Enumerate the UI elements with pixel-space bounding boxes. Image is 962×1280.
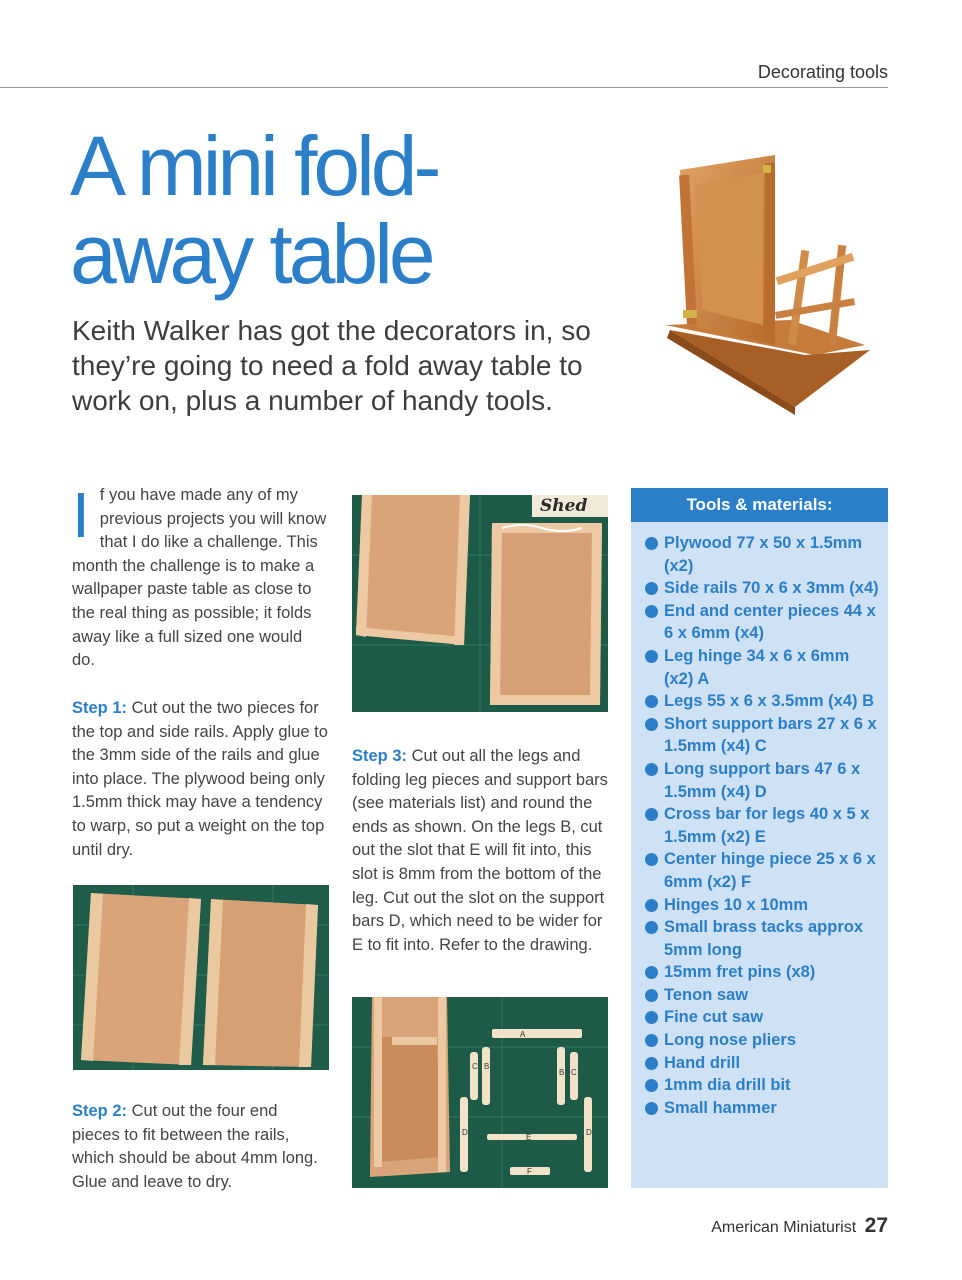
tools-list-item: Legs 55 x 6 x 3.5mm (x4) B [645,690,880,713]
tools-list-item: Small hammer [645,1097,880,1120]
magazine-name: American Miniaturist [711,1219,857,1236]
part-label-f: F [527,1167,532,1176]
intro-paragraph [72,479,328,673]
tools-list-item: Cross bar for legs 40 x 5 x 1.5mm (x2) E [645,803,880,848]
tools-list-item: 15mm fret pins (x8) [645,961,880,984]
part-label-c-right: C [571,1068,577,1077]
step-3-photo [352,997,608,1188]
step-2 [72,1100,328,1194]
step-1-photo [73,885,329,1070]
title-line-1: A mini fold- [70,119,438,213]
part-label-d-right: D [586,1128,592,1137]
header-rule [0,87,888,88]
tools-list-item: Hinges 10 x 10mm [645,894,880,917]
part-label-d-left: D [462,1128,468,1137]
tools-list-item: Fine cut saw [645,1006,880,1029]
tools-list-item: Center hinge piece 25 x 6 x 6mm (x2) F [645,848,880,893]
step-3-label: Step 3: [352,747,408,765]
drop-cap: I [72,479,90,551]
tools-list-item: Long support bars 47 6 x 1.5mm (x4) D [645,758,880,803]
step-1 [72,697,328,862]
step-2-text: Cut out the four end pieces to fit between the rails, which should be about 4mm long. Glue and leave to dry. [72,1102,318,1191]
part-label-b-left: B [484,1062,490,1071]
tools-list-item: 1mm dia drill bit [645,1074,880,1097]
step-3-text: Cut out all the legs and folding leg pieces and support bars (see materials list) and round the ends as shown. On the legs B, cut out the slot that E will fit into, this slot is 8mm from the bottom of the leg. Cut out the slot on the support bars D, which need to be wider for E to fit into. Refer to the drawing. [352,747,608,954]
intro-text: f you have made any of my previous projects you will know that I do like a challenge. This month the challenge is to make a wallpaper paste table as close to the real thing as possible; it folds away like a full sized one would do. [72,486,327,670]
section-label: Decorating tools [757,62,888,82]
step-2-label: Step 2: [72,1102,128,1120]
page-footer [711,1214,888,1238]
step-1-text: Cut out the two pieces for the top and side rails. Apply glue to the 3mm side of the rails and glue into place. The plywood being only 1.5mm thick may have a tendency to warp, so put a weight on the top until dry. [72,699,328,859]
part-label-b-right: B [559,1068,565,1077]
column-1-intro [72,479,328,673]
step-1-label: Step 1: [72,699,128,717]
part-label-c-left: C [472,1062,478,1071]
folded-table-photo [655,145,880,415]
page-number: 27 [864,1214,888,1237]
tools-list-item: Long nose pliers [645,1029,880,1052]
step-3 [352,745,610,957]
shed-sign: Shed [540,496,588,516]
part-label-a: A [520,1030,526,1039]
tools-list-item: Hand drill [645,1052,880,1075]
title-line-2: away table [70,207,432,301]
step-2-photo [352,495,608,712]
tools-list-item: Small brass tacks approx 5mm long [645,916,880,961]
tools-list-item: Tenon saw [645,984,880,1007]
tools-heading: Tools & materials: [631,488,888,522]
part-label-e: E [526,1133,532,1142]
tools-list-item: Short support bars 27 x 6 x 1.5mm (x4) C [645,713,880,758]
tools-list-item: Side rails 70 x 6 x 3mm (x4) [645,577,880,600]
standfirst: Keith Walker has got the decorators in, so they’re going to need a fold away table to work on, plus a number of handy tools. [72,315,591,416]
page-title [70,119,438,301]
tools-list-item: Plywood 77 x 50 x 1.5mm (x2) [645,532,880,577]
tools-materials-box [631,488,888,1188]
tools-list-item: End and center pieces 44 x 6 x 6mm (x4) [645,600,880,645]
tools-list-item: Leg hinge 34 x 6 x 6mm (x2) A [645,645,880,690]
tools-list [631,522,888,1119]
